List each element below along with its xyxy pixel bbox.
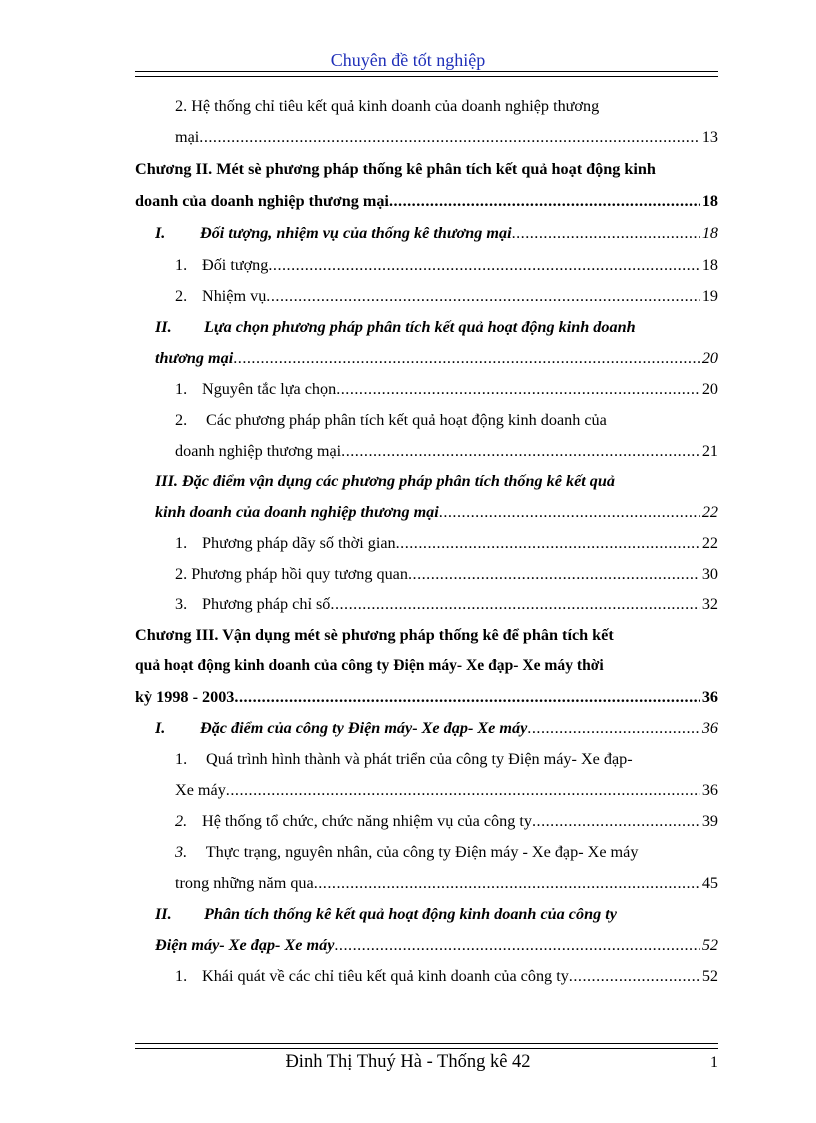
- toc-page-number: 18: [701, 224, 718, 242]
- dot-leader: [314, 867, 700, 899]
- section-title: Phân tích thống kê kết quả hoạt động kinh doanh của công ty: [204, 905, 617, 923]
- dot-leader: [389, 185, 700, 217]
- toc-entry-text: doanh nghiệp thương mại: [175, 442, 342, 460]
- footer-rule: [135, 1043, 718, 1049]
- toc-page-number: 36: [701, 688, 718, 706]
- toc-page-number: 30: [701, 565, 718, 583]
- item-number: 1.: [175, 256, 188, 274]
- section-number: I.: [155, 224, 166, 242]
- toc-entry-text: 2. Hệ thống chỉ tiêu kết quả kinh doanh của doanh nghiệp thương: [175, 97, 600, 115]
- dot-leader: [512, 217, 700, 249]
- toc-line: [175, 404, 718, 436]
- dot-leader: [199, 121, 700, 153]
- toc-line: [135, 650, 718, 682]
- section-title: Đối tượng, nhiệm vụ của thống kê thương mại: [200, 224, 512, 242]
- item-number: 1.: [175, 534, 188, 552]
- toc-line: [175, 435, 718, 467]
- footer-author: Đinh Thị Thuý Hà - Thống kê 42: [285, 1052, 531, 1072]
- toc-line: [135, 185, 718, 217]
- dot-leader: [341, 435, 700, 467]
- toc-line: [175, 249, 718, 281]
- toc-line: [155, 712, 718, 744]
- dot-leader: [334, 929, 699, 961]
- dot-leader: [233, 342, 700, 374]
- dot-leader: [396, 527, 700, 559]
- section-number: II.: [155, 318, 172, 336]
- dot-leader: [330, 588, 699, 620]
- toc-line: [155, 217, 718, 249]
- toc-entry-text: Quá trình hình thành và phát triển của công ty Điện máy- Xe đạp-: [206, 750, 633, 768]
- toc-entry-text: Phương pháp chỉ số: [202, 595, 331, 613]
- dot-leader: [226, 774, 700, 806]
- toc-page-number: 52: [701, 967, 718, 985]
- toc-line: [175, 836, 718, 868]
- dot-leader: [336, 373, 700, 405]
- toc-page-number: 18: [701, 256, 718, 274]
- dot-leader: [532, 805, 700, 837]
- chapter-title: doanh của doanh nghiệp thương mại: [135, 192, 389, 210]
- toc-entry-text: Nhiệm vụ: [202, 287, 267, 305]
- toc-line: [175, 121, 718, 153]
- toc-page-number: 36: [701, 719, 718, 737]
- item-number: 2.: [175, 812, 188, 830]
- toc-line: [175, 588, 718, 620]
- toc-entry-text: Hệ thống tổ chức, chức năng nhiệm vụ của công ty: [202, 812, 532, 830]
- chapter-title: Chương II. Mét sè phương pháp thống kê phân tích kết quả hoạt động kinh: [135, 160, 656, 178]
- dot-leader: [268, 249, 699, 281]
- toc-page-number: 19: [701, 287, 718, 305]
- toc-entry-text: Nguyên tắc lựa chọn: [202, 380, 337, 398]
- toc-entry-text: Xe máy: [175, 781, 226, 799]
- toc-line: [135, 681, 718, 713]
- toc-line: [175, 90, 718, 122]
- toc-page-number: 20: [701, 380, 718, 398]
- toc-entry-text: Thực trạng, nguyên nhân, của công ty Điện máy - Xe đạp- Xe máy: [205, 843, 639, 861]
- toc-entry-text: mại: [175, 128, 200, 146]
- chapter-title: quả hoạt động kinh doanh của công ty Điện máy- Xe đạp- Xe máy thời: [135, 657, 604, 674]
- toc-page-number: 22: [701, 534, 718, 552]
- toc-entry-text: Đối tượng: [202, 256, 269, 274]
- toc-entry-text: 2. Phương pháp hồi quy tương quan: [175, 565, 408, 583]
- toc-line: [175, 867, 718, 899]
- section-title: III. Đặc điểm vận dụng các phương pháp phân tích thống kê kết quả: [155, 472, 616, 490]
- section-title: kinh doanh của doanh nghiệp thương mại: [155, 503, 439, 521]
- toc-page-number: 36: [701, 781, 718, 799]
- section-title: thương mại: [155, 349, 234, 367]
- item-number: 2.: [175, 411, 188, 429]
- footer-page-number: 1: [710, 1054, 718, 1071]
- toc-line: [175, 774, 718, 806]
- toc-line: [135, 619, 718, 651]
- dot-leader: [527, 712, 700, 744]
- item-number: 1.: [175, 967, 188, 985]
- item-number: 2.: [175, 287, 188, 305]
- dot-leader: [234, 681, 699, 713]
- dot-leader: [439, 496, 700, 528]
- section-title: Đặc điểm của công ty Điện máy- Xe đạp- Xe máy: [200, 719, 528, 737]
- toc-page-number: 32: [701, 595, 718, 613]
- item-number: 3.: [175, 595, 188, 613]
- toc-page-number: 52: [701, 936, 718, 954]
- toc-line: [175, 558, 718, 590]
- toc-entry-text: Khái quát về các chỉ tiêu kết quả kinh doanh của công ty: [202, 967, 569, 985]
- chapter-title: Chương III. Vận dụng mét sè phương pháp thống kê để phân tích kết: [135, 626, 614, 644]
- toc-line: [155, 898, 718, 930]
- toc-line: [155, 342, 718, 374]
- toc-entry-text: Các phương pháp phân tích kết quả hoạt động kinh doanh của: [206, 411, 607, 429]
- toc-line: [155, 465, 718, 497]
- toc-line: [155, 496, 718, 528]
- toc-line: [135, 153, 718, 185]
- chapter-title: kỳ 1998 - 2003: [135, 688, 235, 706]
- toc-line: [175, 373, 718, 405]
- toc-line: [155, 311, 718, 343]
- toc-line: [175, 527, 718, 559]
- item-number: 3.: [175, 843, 188, 861]
- toc-page-number: 18: [701, 192, 718, 210]
- toc-line: [155, 929, 718, 961]
- item-number: 1.: [175, 380, 188, 398]
- section-number: I.: [155, 719, 166, 737]
- toc-entry-text: trong những năm qua: [175, 874, 314, 892]
- dot-leader: [569, 960, 700, 992]
- section-number: II.: [155, 905, 172, 923]
- toc-page-number: 39: [701, 812, 718, 830]
- toc-line: [175, 805, 718, 837]
- dot-leader: [408, 558, 700, 590]
- section-title: Lựa chọn phương pháp phân tích kết quả hoạt động kinh doanh: [204, 318, 636, 336]
- toc-line: [175, 960, 718, 992]
- dot-leader: [266, 280, 700, 312]
- header-title: Chuyên đề tốt nghiệp: [330, 50, 486, 70]
- toc-page-number: 22: [701, 503, 718, 521]
- toc-line: [175, 280, 718, 312]
- toc-page-number: 20: [701, 349, 718, 367]
- toc-line: [175, 743, 718, 775]
- item-number: 1.: [175, 750, 188, 768]
- toc-entry-text: Phương pháp dãy số thời gian: [202, 534, 396, 552]
- toc-page-number: 13: [701, 128, 718, 146]
- toc-page-number: 45: [701, 874, 718, 892]
- toc-page-number: 21: [701, 442, 718, 460]
- header-rule: [135, 71, 718, 77]
- section-title: Điện máy- Xe đạp- Xe máy: [155, 936, 335, 954]
